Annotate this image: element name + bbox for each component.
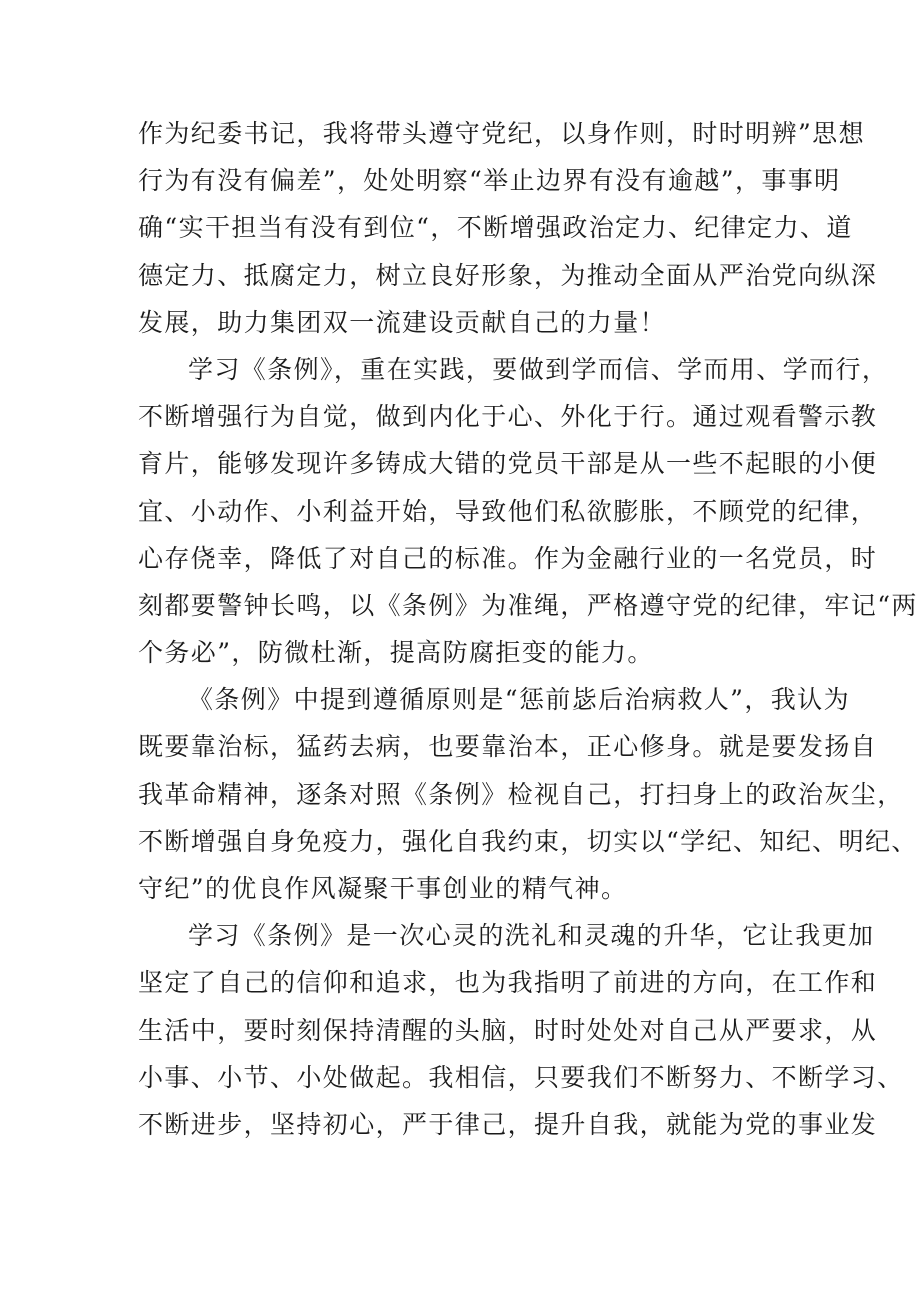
text-line: 育片，能够发现许多铸成大错的党员干部是从一些不起眼的小便 bbox=[138, 449, 878, 479]
text-line: 德定力、抵腐定力，树立良好形象，为推动全面从严治党向纵深 bbox=[138, 260, 878, 290]
text-line: 行为有没有偏差”，处处明察“举止边界有没有逾越”，事事明 bbox=[138, 166, 841, 196]
text-line: 发展，助力集团双一流建设贡献自己的力量！ bbox=[138, 307, 667, 337]
text-line: 确“实干担当有没有到位“，不断增强政治定力、纪律定力、道 bbox=[138, 213, 853, 243]
text-line: 生活中，要时刻保持清醒的头脑，时时处处对自己从严要求，从 bbox=[138, 1015, 878, 1045]
text-line: 既要靠治标，猛药去病，也要靠治本，正心修身。就是要发扬自 bbox=[138, 732, 878, 762]
text-line: 坚定了自己的信仰和追求，也为我指明了前进的方向，在工作和 bbox=[138, 968, 878, 998]
text-line: 心存侥幸，降低了对自己的标准。作为金融行业的一名党员，时 bbox=[138, 543, 878, 573]
text-line: 宜、小动作、小利益开始，导致他们私欲膨胀，不顾党的纪律， bbox=[138, 496, 878, 526]
paragraph-start-line: 学习《条例》，重在实践，要做到学而信、学而用、学而行， bbox=[188, 354, 889, 384]
text-line: 小事、小节、小处做起。我相信，只要我们不断努力、不断学习、 bbox=[138, 1062, 904, 1092]
text-line: 不断进步，坚持初心，严于律己，提升自我，就能为党的事业发 bbox=[138, 1109, 878, 1139]
text-line: 不断增强行为自觉，做到内化于心、外化于行。通过观看警示教 bbox=[138, 402, 878, 432]
paragraph-start-line: 学习《条例》是一次心灵的洗礼和灵魂的升华，它让我更加 bbox=[188, 921, 875, 951]
text-line: 刻都要警钟长鸣，以《条例》为准绳，严格遵守党的纪律，牢记“两 bbox=[138, 590, 918, 620]
text-line: 守纪”的优良作风凝聚干事创业的精气神。 bbox=[138, 874, 628, 903]
text-line: 个务必”，防微杜渐，提高防腐拒变的能力。 bbox=[138, 638, 654, 668]
text-line: 作为纪委书记，我将带头遵守党纪，以身作则，时时明辨”思想 bbox=[138, 119, 865, 148]
body-text bbox=[138, 110, 918, 1148]
text-line: 我革命精神，逐条对照《条例》检视自己，打扫身上的政治灰尘， bbox=[138, 779, 904, 809]
paragraph-start-line: 《条例》中提到遵循原则是“惩前毖后治病救人”，我认为 bbox=[188, 685, 850, 715]
text-line: 不断增强自身免疫力，强化自我约束，切实以“学纪、知纪、明纪、 bbox=[138, 826, 918, 856]
